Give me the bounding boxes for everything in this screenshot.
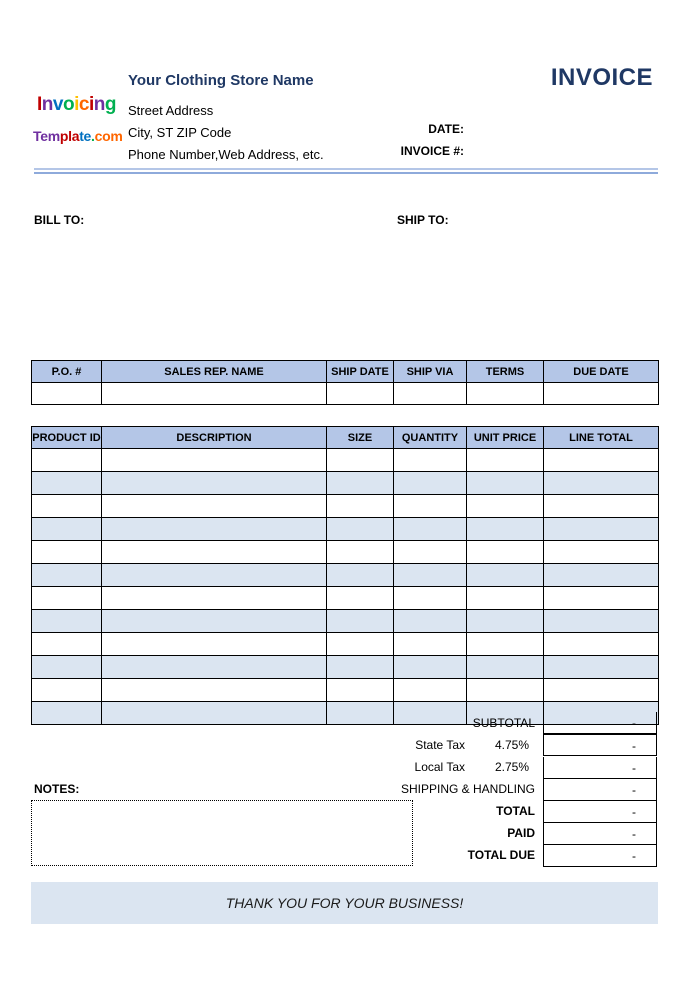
thank-you-banner: THANK YOU FOR YOUR BUSINESS!	[31, 882, 658, 924]
logo-line1: Invoicing	[37, 94, 116, 115]
col-description: DESCRIPTION	[102, 427, 327, 449]
ship-via-cell[interactable]	[394, 383, 467, 405]
invoice-number-label: INVOICE #:	[400, 144, 464, 158]
item-row[interactable]	[32, 587, 659, 610]
col-ship-date: SHIP DATE	[327, 361, 394, 383]
col-ship-via: SHIP VIA	[394, 361, 467, 383]
col-sales-rep: SALES REP. NAME	[102, 361, 327, 383]
col-po: P.O. #	[32, 361, 102, 383]
col-product-id: PRODUCT ID	[32, 427, 102, 449]
items-header-row	[32, 427, 659, 449]
header-separator	[34, 172, 658, 174]
notes-label: NOTES:	[34, 782, 80, 796]
invoice-title: INVOICE	[550, 64, 653, 91]
ship-to-label: SHIP TO:	[397, 213, 449, 227]
shipping-value[interactable]: -	[543, 779, 657, 801]
local-tax-value[interactable]: -	[543, 757, 657, 779]
local-tax-label: Local Tax	[414, 760, 465, 774]
item-row[interactable]	[32, 449, 659, 472]
item-row[interactable]	[32, 518, 659, 541]
local-tax-rate[interactable]: 2.75%	[494, 760, 529, 774]
item-row[interactable]	[32, 633, 659, 656]
state-tax-value[interactable]: -	[543, 734, 657, 756]
paid-label: PAID	[507, 826, 535, 840]
logo-line2: Template.com	[33, 128, 123, 144]
contact-info: Phone Number,Web Address, etc.	[128, 147, 324, 162]
col-size: SIZE	[327, 427, 394, 449]
date-label: DATE:	[428, 122, 464, 136]
item-row[interactable]	[32, 610, 659, 633]
col-line-total: LINE TOTAL	[544, 427, 659, 449]
paid-value[interactable]: -	[543, 823, 657, 845]
bill-to-label: BILL TO:	[34, 213, 85, 227]
item-row[interactable]	[32, 541, 659, 564]
col-due-date: DUE DATE	[544, 361, 659, 383]
col-quantity: QUANTITY	[394, 427, 467, 449]
logo	[33, 94, 123, 154]
shipping-label: SHIPPING & HANDLING	[400, 782, 535, 796]
order-data-row	[32, 383, 659, 405]
col-unit-price: UNIT PRICE	[467, 427, 544, 449]
item-row[interactable]	[32, 495, 659, 518]
state-tax-rate[interactable]: 4.75%	[494, 738, 529, 752]
header-separator	[34, 168, 658, 170]
notes-field[interactable]	[31, 800, 413, 866]
total-label: TOTAL	[496, 804, 535, 818]
store-name: Your Clothing Store Name	[128, 72, 314, 89]
item-row[interactable]	[32, 564, 659, 587]
total-due-value[interactable]: -	[543, 845, 657, 867]
po-cell[interactable]	[32, 383, 102, 405]
state-tax-label: State Tax	[415, 738, 465, 752]
total-due-label: TOTAL DUE	[467, 848, 535, 862]
items-table	[31, 426, 659, 725]
sales-rep-cell[interactable]	[102, 383, 327, 405]
ship-date-cell[interactable]	[327, 383, 394, 405]
col-terms: TERMS	[467, 361, 544, 383]
city-state-zip: City, ST ZIP Code	[128, 125, 232, 140]
item-row[interactable]	[32, 679, 659, 702]
subtotal-value[interactable]: -	[543, 712, 657, 734]
subtotal-label: SUBTOTAL	[472, 716, 535, 730]
order-info-table	[31, 360, 659, 405]
order-header-row	[32, 361, 659, 383]
total-value[interactable]: -	[543, 801, 657, 823]
due-date-cell[interactable]	[544, 383, 659, 405]
item-row[interactable]	[32, 656, 659, 679]
item-row[interactable]	[32, 472, 659, 495]
terms-cell[interactable]	[467, 383, 544, 405]
street-address: Street Address	[128, 103, 214, 118]
